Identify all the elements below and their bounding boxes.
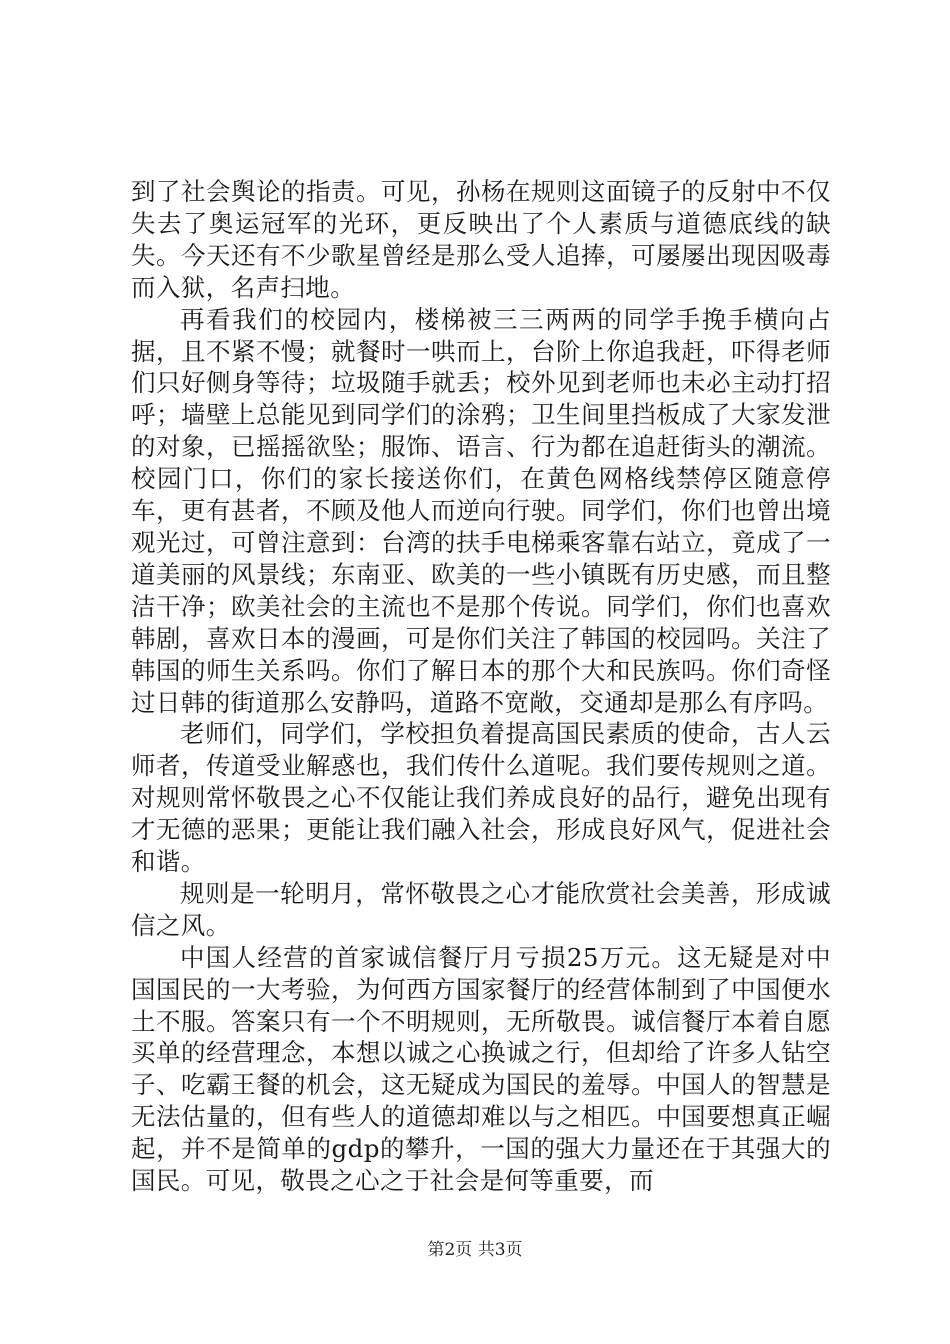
paragraph: 老师们，同学们，学校担负着提高国民素质的使命，古人云师者，传道受业解惑也，我们传什么道呢。我们要传规则之道。对规则常怀敬畏之心不仅能让我们养成良好的品行，避免出现有才无德的恶果；更能让我们融入社会，形成良好风气，促进社会和谐。 (131, 719, 831, 877)
paragraph: 规则是一轮明月，常怀敬畏之心才能欣赏社会美善，形成诚信之风。 (131, 878, 831, 940)
page-number-footer: 第2页 共3页 (427, 1240, 523, 1260)
document-body (131, 176, 831, 1197)
paragraph: 中国人经营的首家诚信餐厅月亏损25万元。这无疑是对中国国民的一大考验，为何西方国家餐厅的经营体制到了中国便水土不服。答案只有一个不明规则，无所敬畏。诚信餐厅本着自愿买单的经营理念，本想以诚之心换诚之行，但却给了许多人钻空子、吃霸王餐的机会，这无疑成为国民的羞辱。中国人的智慧是无法估量的，但有些人的道德却难以与之相匹。中国要想真正崛起，并不是简单的gdp的攀升，一国的强大力量还在于其强大的国民。可见，敬畏之心之于社会是何等重要，而 (131, 942, 831, 1196)
paragraph: 到了社会舆论的指责。可见，孙杨在规则这面镜子的反射中不仅失去了奥运冠军的光环，更反映出了个人素质与道德底线的缺失。今天还有不少歌星曾经是那么受人追捧，可屡屡出现因吸毒而入狱，名声扫地。 (131, 177, 831, 302)
paragraph: 再看我们的校园内，楼梯被三三两两的同学手挽手横向占据，且不紧不慢；就餐时一哄而上，台阶上你追我赶，吓得老师们只好侧身等待；垃圾随手就丢；校外见到老师也未必主动打招呼；墙壁上总能见到同学们的涂鸦；卫生间里挡板成了大家发泄的对象，已摇摇欲坠；服饰、语言、行为都在追赶街头的潮流。校园门口，你们的家长接送你们，在黄色网格线禁停区随意停车，更有甚者，不顾及他人而逆向行驶。同学们，你们也曾出境观光过，可曾注意到：台湾的扶手电梯乘客靠右站立，竟成了一道美丽的风景线；东南亚、欧美的一些小镇既有历史感，而且整洁干净；欧美社会的主流也不是那个传说。同学们，你们也喜欢韩剧，喜欢日本的漫画，可是你们关注了韩国的校园吗。关注了韩国的师生关系吗。你们了解日本的那个大和民族吗。你们奇怪过日韩的街道那么安静吗，道路不宽敞，交通却是那么有序吗。 (131, 304, 831, 717)
